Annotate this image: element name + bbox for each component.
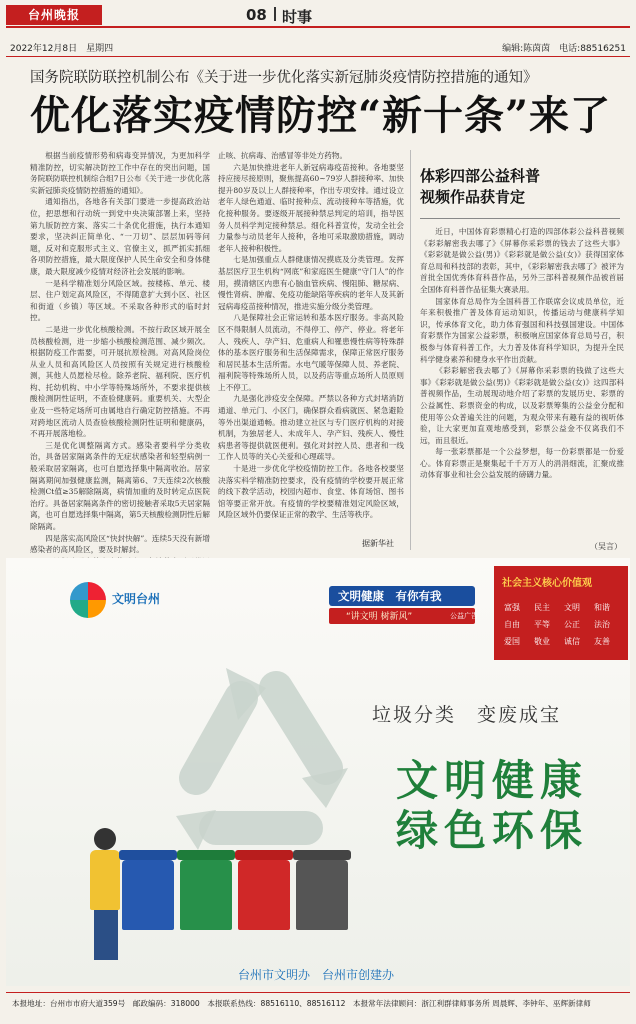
article-subheadline: 国务院联防联控机制公布《关于进一步优化落实新冠肺炎疫情防控措施的通知》 (30, 70, 538, 86)
side-paragraph: 近日，中国体育彩票精心打造的四部体彩公益科普视频《彩彩解密我去哪了》《屏幕你采彩票的钱去了这些大事》《彩彩就是做公益(男)》《彩彩就是做公益(女)》获得国家体育总局和科技部的表彰，其中，《彩彩解密我去哪了》被评为首批全国优秀体育科普作品，另外三部科普视频作品被首届全国体育科普作品征集大赛录用。 (420, 227, 624, 294)
core-value: 友善 (594, 637, 610, 646)
bin-lid-gray (293, 850, 351, 860)
ad-slogan-sub: “讲文明 树新风” (346, 612, 413, 622)
article-headline: 优化落实疫情防控“新十条”来了 (30, 92, 612, 139)
bin-lid-red (235, 850, 293, 860)
recycle-symbol-icon (126, 628, 386, 888)
header-rule (6, 26, 630, 28)
article-paragraph: 二是进一步优化核酸检测。不按行政区域开展全员核酸检测，进一步缩小核酸检测范围、减少频次。根据防疫工作需要，可开展抗原检测。对高风险岗位从业人员和高风险区人员按照有关规定进行核酸检测，其他人员愿检尽检。除养老院、福利院、医疗机构、托幼机构、中小学等特殊场所外，不要求提供核酸检测阴性证明，不查验健康码。重要机关、大型企业及一些特定场所可由属地自行确定防控措施。不再对跨地区流动人员查验核酸检测阴性证明和健康码，不再开展落地检。 (30, 324, 210, 439)
ad-slogan-green-line-1: 文明健康 (396, 756, 589, 805)
public-service-ad (6, 558, 630, 986)
article-paragraph: 四是落实高风险区“快封快解”。连续5天没有新增感染者的高风险区，要及时解封。 (30, 533, 210, 555)
ad-gongyi-label: 公益广告 (450, 612, 478, 620)
article-paragraph: 三是优化调整隔离方式。感染者要科学分类收治，具备居家隔离条件的无症状感染者和轻型病例一般采取居家隔离，也可自愿选择集中隔离收治。居家隔离期间加强健康监测，隔离第6、7天连续2次核酸检测Ct值≥35解除隔离，病情加重的及时转定点医院治疗。具备居家隔离条件的密切接触者采取5天居家隔离，也可自愿选择集中隔离，第5天核酸检测阴性后解除隔离。 (30, 440, 210, 531)
person-illustration-head (94, 828, 116, 850)
side-title-line-1: 体彩四部公益科普 (420, 167, 541, 185)
side-title-line-2: 视频作品获肯定 (420, 188, 526, 206)
core-values-grid (504, 602, 624, 647)
article-byline: 据新华社 (362, 539, 394, 548)
article-column-2 (218, 150, 404, 552)
footer-rule (6, 992, 630, 993)
article-paragraph: 止咳、抗病毒、治感冒等非处方药物。 (218, 151, 348, 160)
article-paragraph: 六是加快推进老年人新冠病毒疫苗接种。各地要坚持应接尽接原则，聚焦提高60~79岁人群接种率、加快提升80岁及以上人群接种率，作出专项安排。通过设立老年人绿色通道、临时接种点、流动接种车等措施，优化接种服务。要逐级开展接种禁忌判定的培训，指导医务人员科学判定接种禁忌。细化科普宣传，发动全社会力量参与动员老年人接种，各地可采取激励措施，调动老年人接种积极性。 (218, 162, 404, 253)
side-paragraph: 《彩彩解密我去哪了》《屏幕你采彩票的钱做了这些大事》《彩彩就是做公益(男)》《彩彩就是做公益(女)》这四部科普视频作品，生动展现动地介绍了彩票的发展历史、彩票的公益属性、彩票资金的构成，以及彩票筹集的公益金分配和使用等公众普遍关注的问题，为观众带来有趣有益的视听体验，让大家更加直观地感受到，彩票公益金不仅离我们不远，而且很近。 (420, 366, 624, 445)
core-value: 和谐 (594, 603, 610, 612)
side-paragraph: 国家体育总局作为全国科普工作联席会议成员单位，近年来积极推广普及体育运动知识，传播运动与健康科学知识，传承体育文化，助力体育强国和科技强国建设。中国体育彩票作为国家公益彩票，积极响应国家体育总局号召，积极参与体育科普工作，大力普及体育科学知识，为提升全民科学健身素养和健身水平作出贡献。 (420, 296, 624, 364)
other-bin-gray-icon (296, 860, 348, 930)
side-article-body (420, 226, 624, 538)
header-rule-thin (6, 56, 630, 57)
editor-info: 编辑:陈茵茵 电话:88516251 (502, 44, 626, 54)
ad-slogan-green (396, 756, 588, 856)
article-paragraph: 通知指出，各地各有关部门要进一步提高政治站位，把思想和行动统一到党中央决策部署上来，坚持第九版防控方案、落实二十条优化措施，执行本通知要求，坚决纠正简单化、“一刀切”、层层加码等问题，反对和克服形式主义、官僚主义，抓严抓实抓细各项防控措施，最大限度保护人民生命安全和身体健康，最大限度减少疫情对经济社会发展的影响。 (30, 197, 210, 276)
core-value: 诚信 (564, 637, 580, 646)
bin-lid-green (177, 850, 235, 860)
side-title-rule (420, 218, 620, 219)
article-paragraph: 八是保障社会正常运转和基本医疗服务。非高风险区不得限制人员流动，不得停工、停产、停业。将老年人、残疾人、孕产妇、危重病人和罹患慢性病等特殊群体的基本医疗服务和生活保障需求，保障正常医疗服务和居民基本生活所需。水电气暖等保障人员、养老院、福利院等特殊场所人员，以及药店等重点场所人员原则上不停工。 (218, 313, 404, 392)
page-number: 08 (246, 6, 267, 24)
ad-logo-text: 文明台州 (112, 592, 161, 606)
article-paragraph: 七是加强重点人群健康情况摸底及分类管理。发挥基层医疗卫生机构“网底”和家庭医生健康“守门人”的作用，摸清辖区内患有心脑血管疾病、慢阻肺、糖尿病、慢性肾病、肿瘤、免疫功能缺陷等疾病的老年人及其新冠病毒疫苗接种情况，推进实施分级分类管理。 (218, 255, 404, 311)
ad-sponsors: 台州市文明办 台州市创建办 (238, 968, 395, 982)
core-value: 民主 (534, 603, 550, 612)
article-paragraph: 根据当前疫情形势和病毒变异情况，为更加科学精准防控，切实解决防控工作中存在的突出问题，国务院联防联控机制综合组7日公布《关于进一步优化落实新冠肺炎疫情防控措施的通知》。 (30, 151, 210, 195)
core-value: 平等 (534, 620, 550, 629)
header-separator (274, 7, 276, 21)
kitchen-bin-green-icon (180, 860, 232, 930)
core-value: 富强 (504, 603, 520, 612)
article-paragraph: 九是强化涉疫安全保障。严禁以各种方式封堵消防通道、单元门、小区门，确保群众看病就医、紧急避险等外出渠道通畅。推动建立社区与专门医疗机构的对接机制，为独居老人、未成年人、孕产妇、残疾人、慢性病患者等提供就医便利。强化对封控人员、患者和一线工作人员等的关心关爱和心理疏导。 (218, 394, 404, 462)
hazardous-bin-red-icon (238, 860, 290, 930)
civilization-logo-icon (70, 582, 106, 618)
core-value: 爱国 (504, 637, 520, 646)
section-name: 时事 (282, 8, 313, 26)
ad-slogan-recycle: 垃圾分类 变废成宝 (372, 704, 562, 726)
masthead-logo: 台州晚报 (6, 5, 102, 25)
core-value: 法治 (594, 620, 610, 629)
side-paragraph: 每一张彩票都是一个公益梦想，每一份彩票都是一份爱心。体育彩票正是聚集起千千万万人的涓涓细流，汇聚成推动体育事业和社会公益发展的磅礴力量。 (420, 447, 624, 480)
issue-date: 2022年12月8日 星期四 (10, 44, 114, 54)
person-illustration-body (90, 850, 120, 910)
article-paragraph: 十是进一步优化学校疫情防控工作。各地各校要坚决落实科学精准防控要求，没有疫情的学校要开展正常的线下教学活动，校园内超市、食堂、体育场馆、图书馆等要正常开放。有疫情的学校要精准划定风险区域，风险区域外仍要保证正常的教学、生活等秩序。 (218, 464, 404, 520)
ad-slogan-main: 文明健康 有你有我 (338, 589, 442, 603)
core-value: 公正 (564, 620, 580, 629)
core-value: 敬业 (534, 637, 550, 646)
article-paragraph: 一是科学精准划分风险区域。按楼栋、单元、楼层、住户划定高风险区，不得随意扩大到小区、社区和街道（乡镇）等区域。不采取各种形式的临时封控。 (30, 278, 210, 323)
article-column-1 (30, 150, 210, 555)
side-article-title (420, 166, 540, 208)
core-value: 自由 (504, 620, 520, 629)
person-illustration-legs (94, 910, 118, 960)
column-divider (410, 150, 411, 550)
core-values-title: 社会主义核心价值观 (502, 578, 592, 589)
core-value: 文明 (564, 603, 580, 612)
bin-lid-blue (119, 850, 177, 860)
recycle-bin-blue-icon (122, 860, 174, 930)
footer-info: 本报地址：台州市市府大道359号 邮政编码：318000 本报联系热线：88516110、88516112 本报常年法律顾问：浙江利群律师事务所 周晨辉、李钟年、巫辉新律师 (12, 999, 591, 1008)
side-article-author: （吴言） (590, 542, 622, 551)
ad-slogan-green-line-2: 绿色环保 (396, 806, 589, 855)
